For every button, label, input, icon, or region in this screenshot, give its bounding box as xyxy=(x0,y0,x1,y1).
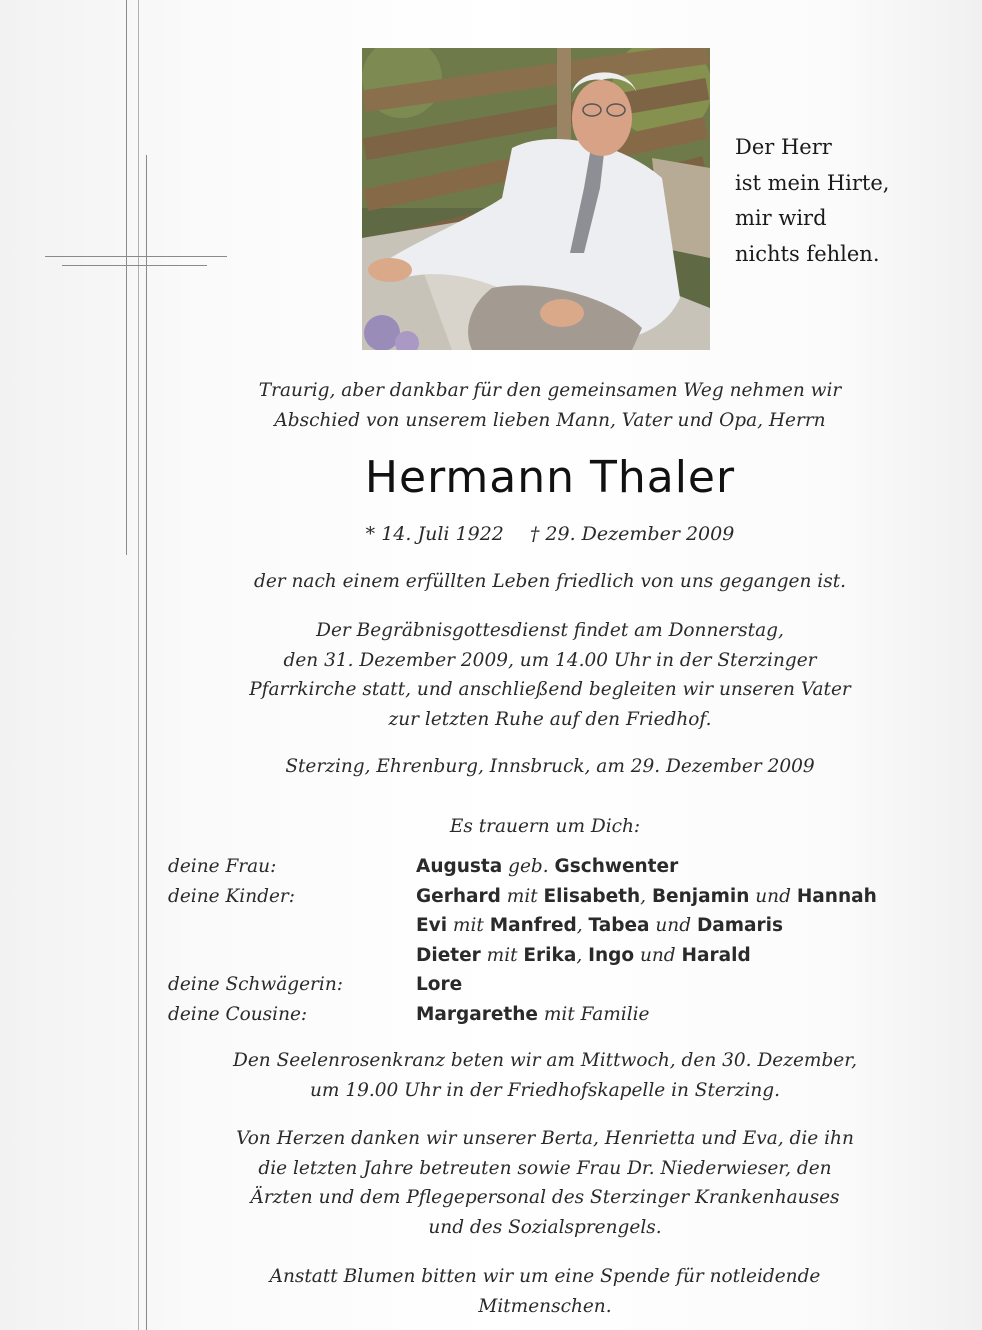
thanks-line: und des Sozialsprengels. xyxy=(428,1216,662,1238)
mourner-connector: und xyxy=(649,915,697,936)
mourner-connector: mit xyxy=(500,885,544,907)
mourner-connector: , xyxy=(640,885,652,907)
birth-date: * 14. Juli 1922 xyxy=(365,523,504,545)
mourner-connector: , xyxy=(576,944,589,966)
rosary-info xyxy=(145,1046,945,1105)
donation-text xyxy=(145,1262,945,1321)
psalm-line: mir wird xyxy=(735,206,827,230)
cross-vertical-line xyxy=(126,0,127,555)
thanks-line: Ärzten und dem Pflegepersonal des Sterzinger Krankenhauses xyxy=(250,1187,840,1208)
donation-line: Anstatt Blumen bitten wir um eine Spende für notleidende xyxy=(269,1266,821,1287)
thanks-line: die letzten Jahre betreuten sowie Frau Dr. Niederwieser, den xyxy=(258,1157,832,1179)
mourning-heading xyxy=(145,812,945,842)
mourner-name: Erika xyxy=(523,944,577,966)
mourner-names xyxy=(416,1000,650,1030)
mourner-name: Manfred xyxy=(489,915,577,936)
mourner-name: Augusta xyxy=(416,856,503,877)
mourner-name: Lore xyxy=(416,974,463,995)
mourner-relation: deine Cousine: xyxy=(168,1003,308,1025)
mourner-names xyxy=(416,882,877,912)
mourner-name: Gschwenter xyxy=(554,856,679,877)
mourner-connector: mit xyxy=(480,944,524,966)
life-dates xyxy=(150,523,950,545)
mourner-names xyxy=(416,911,783,941)
mourner-relation: deine Frau: xyxy=(168,856,277,877)
funeral-line: zur letzten Ruhe auf den Friedhof. xyxy=(388,708,712,730)
intro-text xyxy=(150,376,950,435)
mourner-connector: und xyxy=(634,944,682,966)
mourner-name: Hannah xyxy=(796,885,877,907)
mourner-name: Elisabeth xyxy=(543,885,641,907)
mourner-names xyxy=(416,941,751,971)
passed-text xyxy=(150,567,950,597)
deceased-name: Hermann Thaler xyxy=(364,452,736,503)
mourner-name: Ingo xyxy=(588,944,635,966)
page-rule xyxy=(138,0,139,1330)
psalm-line: Der Herr xyxy=(735,135,832,159)
funeral-line: Pfarrkirche statt, und anschließend begleiten wir unseren Vater xyxy=(249,679,851,700)
place-date-line: Sterzing, Ehrenburg, Innsbruck, am 29. Dezember 2009 xyxy=(285,756,815,777)
mourner-name: Tabea xyxy=(588,915,650,936)
rosary-line: um 19.00 Uhr in der Friedhofskapelle in Sterzing. xyxy=(309,1079,781,1101)
thanks-text xyxy=(145,1124,945,1242)
mourner-connector: geb. xyxy=(502,856,555,877)
mourner-names xyxy=(416,970,462,1000)
mourner-relation: deine Kinder: xyxy=(168,885,295,907)
thanks-line: Von Herzen danken wir unserer Berta, Henrietta und Eva, die ihn xyxy=(236,1128,854,1149)
funeral-info xyxy=(150,616,950,734)
mourner-relation: deine Schwägerin: xyxy=(168,974,343,995)
portrait-photo xyxy=(362,48,710,350)
mourner-name: Evi xyxy=(416,915,448,936)
death-date: † 29. Dezember 2009 xyxy=(529,523,735,545)
funeral-line: den 31. Dezember 2009, um 14.00 Uhr in der Sterzinger xyxy=(283,649,817,671)
mourning-heading-text: Es trauern um Dich: xyxy=(449,816,641,837)
passed-line: der nach einem erfüllten Leben friedlich von uns gegangen ist. xyxy=(253,571,847,592)
mourner-names xyxy=(416,852,678,882)
mourner-name: Dieter xyxy=(416,944,481,966)
psalm-quote xyxy=(735,130,889,272)
cross-horizontal-line xyxy=(45,256,227,257)
intro-line: Abschied von unserem lieben Mann, Vater und Opa, Herrn xyxy=(274,409,826,431)
mourner-connector: mit Familie xyxy=(537,1003,650,1025)
mourner-name: Damaris xyxy=(696,915,784,936)
place-date xyxy=(150,752,950,782)
psalm-line: ist mein Hirte, xyxy=(735,170,890,195)
mourner-connector: mit xyxy=(447,915,490,936)
mourner-name: Margarethe xyxy=(416,1003,538,1025)
funeral-line: Der Begräbnisgottesdienst findet am Donnerstag, xyxy=(316,620,784,641)
psalm-line: nichts fehlen. xyxy=(735,241,880,266)
cross-horizontal-line-2 xyxy=(62,265,207,266)
mourner-connector: und xyxy=(749,885,797,907)
mourner-connector: , xyxy=(576,915,589,936)
mourner-name: Gerhard xyxy=(416,885,501,907)
rosary-line: Den Seelenrosenkranz beten wir am Mittwoch, den 30. Dezember, xyxy=(233,1050,857,1071)
mourner-name: Benjamin xyxy=(651,885,750,907)
intro-line: Traurig, aber dankbar für den gemeinsamen Weg nehmen wir xyxy=(258,380,842,401)
donation-line: Mitmenschen. xyxy=(478,1295,612,1317)
mourner-name: Harald xyxy=(681,944,751,966)
